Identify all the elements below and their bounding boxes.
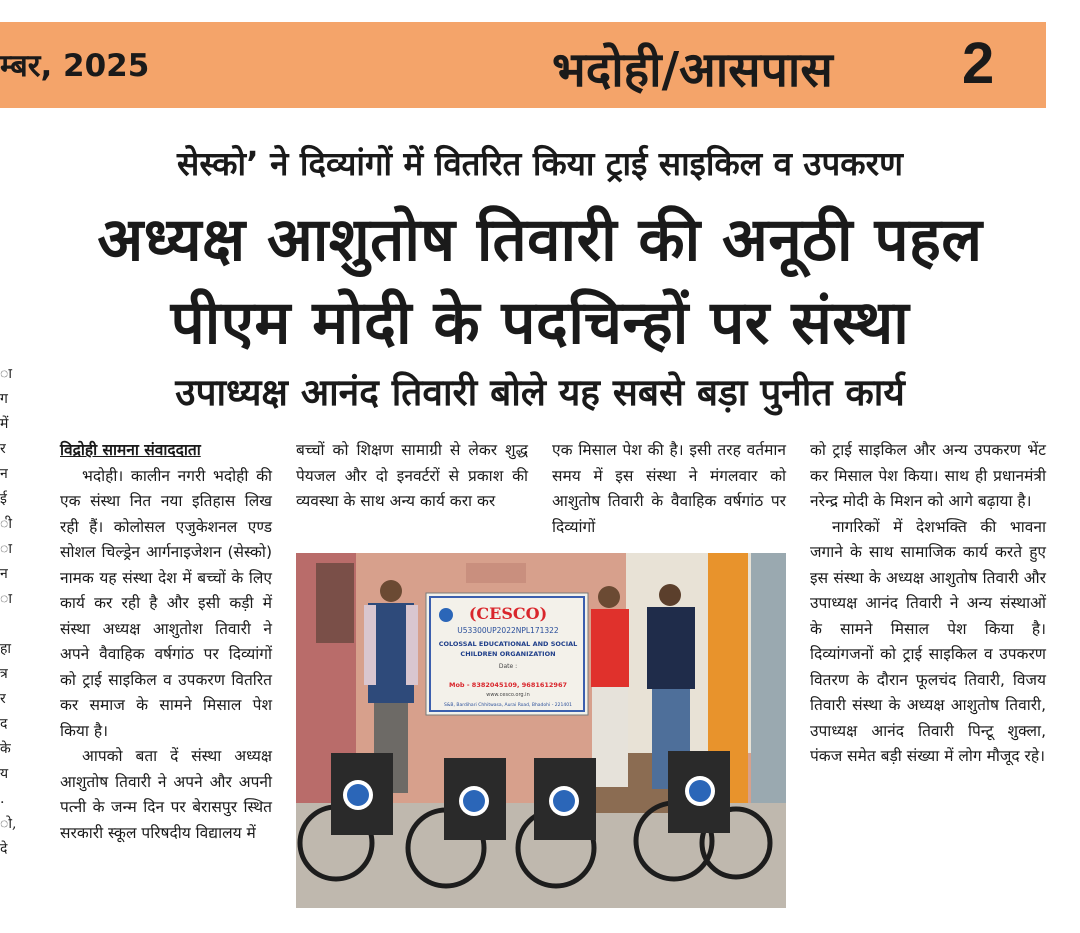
article-column-1 [60, 438, 272, 846]
banner-date-label: Date : [498, 663, 518, 670]
news-photo [296, 553, 786, 908]
banner-org-line-2: CHILDREN ORGANIZATION [460, 650, 556, 658]
fragment-line: र [0, 691, 6, 707]
column-4-paragraph-2: नागरिकों में देशभक्ति की भावना जगाने के साथ सामाजिक कार्य करते हुए इस संस्था के अध्यक्ष आशुतोष तिवारी और उपाध्यक्ष आनंद तिवारी ने अन्य संस्थाओं के सामने मिसाल पेश किया है। दिव्यांगजनों को ट्राई साइकिल व उपकरण वितरण के दौरान फूलचंद तिवारी, विजय तिवारी संस्था के अध्यक्ष आशुतोष तिवारी, उपाध्यक्ष आनंद तिवारी पिन्टू शुक्ला, पंकज समेत बड़ी संख्या में लोग मौजूद रहे। [810, 517, 1046, 765]
section-title: भदोही/आसपास [552, 42, 833, 98]
column-3-text: एक मिसाल पेश की है। इसी तरह वर्तमान समय में इस संस्था ने मंगलवार को आशुतोष तिवारी के वैवाहिक वर्षगांठ पर दिव्यांगों [552, 441, 786, 536]
fragment-line: के [0, 741, 11, 757]
fragment-line [0, 612, 12, 637]
fragment-line: र [0, 441, 6, 457]
fragment-line: य [0, 766, 9, 782]
fragment-line: ई [0, 491, 7, 507]
column-1-paragraph-2: आपको बता दें संस्था अध्यक्ष आशुतोष तिवारी ने अपने और अपनी पत्नी के जन्म दिन पर बेरासपुर स्थित सरकारी स्कूल परिषदीय विद्यालय में [60, 747, 272, 842]
fragment-line: न [0, 466, 8, 482]
article-column-4 [810, 438, 1046, 770]
fragment-line: ा [0, 541, 12, 557]
fragment-line: . [0, 791, 5, 807]
banner-website: www.cesco.org.in [486, 692, 530, 698]
byline: विद्रोही सामना संवाददाता [60, 441, 201, 459]
fragment-line: द [0, 716, 8, 732]
article-column-3 [552, 438, 786, 540]
column-4-paragraph-1: को ट्राई साइकिल और अन्य उपकरण भेंट कर मिसाल पेश किया। साथ ही प्रधानमंत्री नरेन्द्र मोदी के मिशन को आगे बढ़ाया है। [810, 441, 1046, 510]
section-header-band [0, 22, 1046, 108]
column-1-paragraph-1: भदोही। कालीन नगरी भदोही की एक संस्था नित नया इतिहास लिख रही हैं। कोलोसल एजुकेशनल एण्ड सोशल चिल्ड्रेन आर्गनाइजेशन (सेस्को) नामक यह संस्था देश में बच्चों के लिए कार्य कर रही है और इसी कड़ी में संस्था अध्यक्ष आशुतोश तिवारी ने अपने वैवाहिक वर्षगांठ पर दिव्यांगों को ट्राई साइकिल व उपकरण वितरित कर समाज के सामने मिसाल पेश किया है। [60, 466, 272, 740]
headline-line-2: पीएम मोदी के पदचिन्हों पर संस्था [170, 288, 910, 358]
banner-address: S&B, Bardihari Chhitwasa, Aurai Road, Bhadohi - 221401 [444, 703, 572, 708]
fragment-line: ा [0, 591, 12, 607]
issue-date: म्बर, 2025 [0, 48, 150, 84]
article-kicker: सेस्को’ ने दिव्यांगों में वितरित किया ट्राई साइकिल व उपकरण [177, 144, 903, 183]
headline-line-1: अध्यक्ष आशुतोष तिवारी की अनूठी पहल [97, 205, 983, 275]
photo-illustration [296, 553, 786, 908]
fragment-line: ी [0, 516, 12, 532]
fragment-line: दे [0, 841, 8, 857]
fragment-line: हा [0, 641, 12, 657]
fragment-line: न [0, 566, 8, 582]
fragment-line: ग [0, 391, 8, 407]
fragment-line: ा [0, 366, 12, 382]
fragment-line: त्र [0, 666, 8, 682]
banner-registration: U53300UP2022NPL171322 [457, 626, 559, 635]
column-2-text: बच्चों को शिक्षण सामाग्री से लेकर शुद्ध पेयजल और दो इनवर्टरों से प्रकाश की व्यवस्था के साथ अन्य कार्य करा कर [296, 441, 528, 510]
page-number: 2 [962, 31, 995, 96]
banner-mobile: Mob - 8382045109, 9681612967 [449, 681, 567, 689]
banner-org-line-1: COLOSSAL EDUCATIONAL AND SOCIAL [438, 640, 578, 648]
fragment-line: में [0, 416, 9, 432]
article-column-2 [296, 438, 528, 515]
adjacent-column-fragment [0, 362, 17, 862]
fragment-line: ो, [0, 816, 17, 832]
banner-title: (CESCO) [468, 604, 548, 623]
sub-headline: उपाध्यक्ष आनंद तिवारी बोले यह सबसे बड़ा पुनीत कार्य [175, 371, 905, 414]
